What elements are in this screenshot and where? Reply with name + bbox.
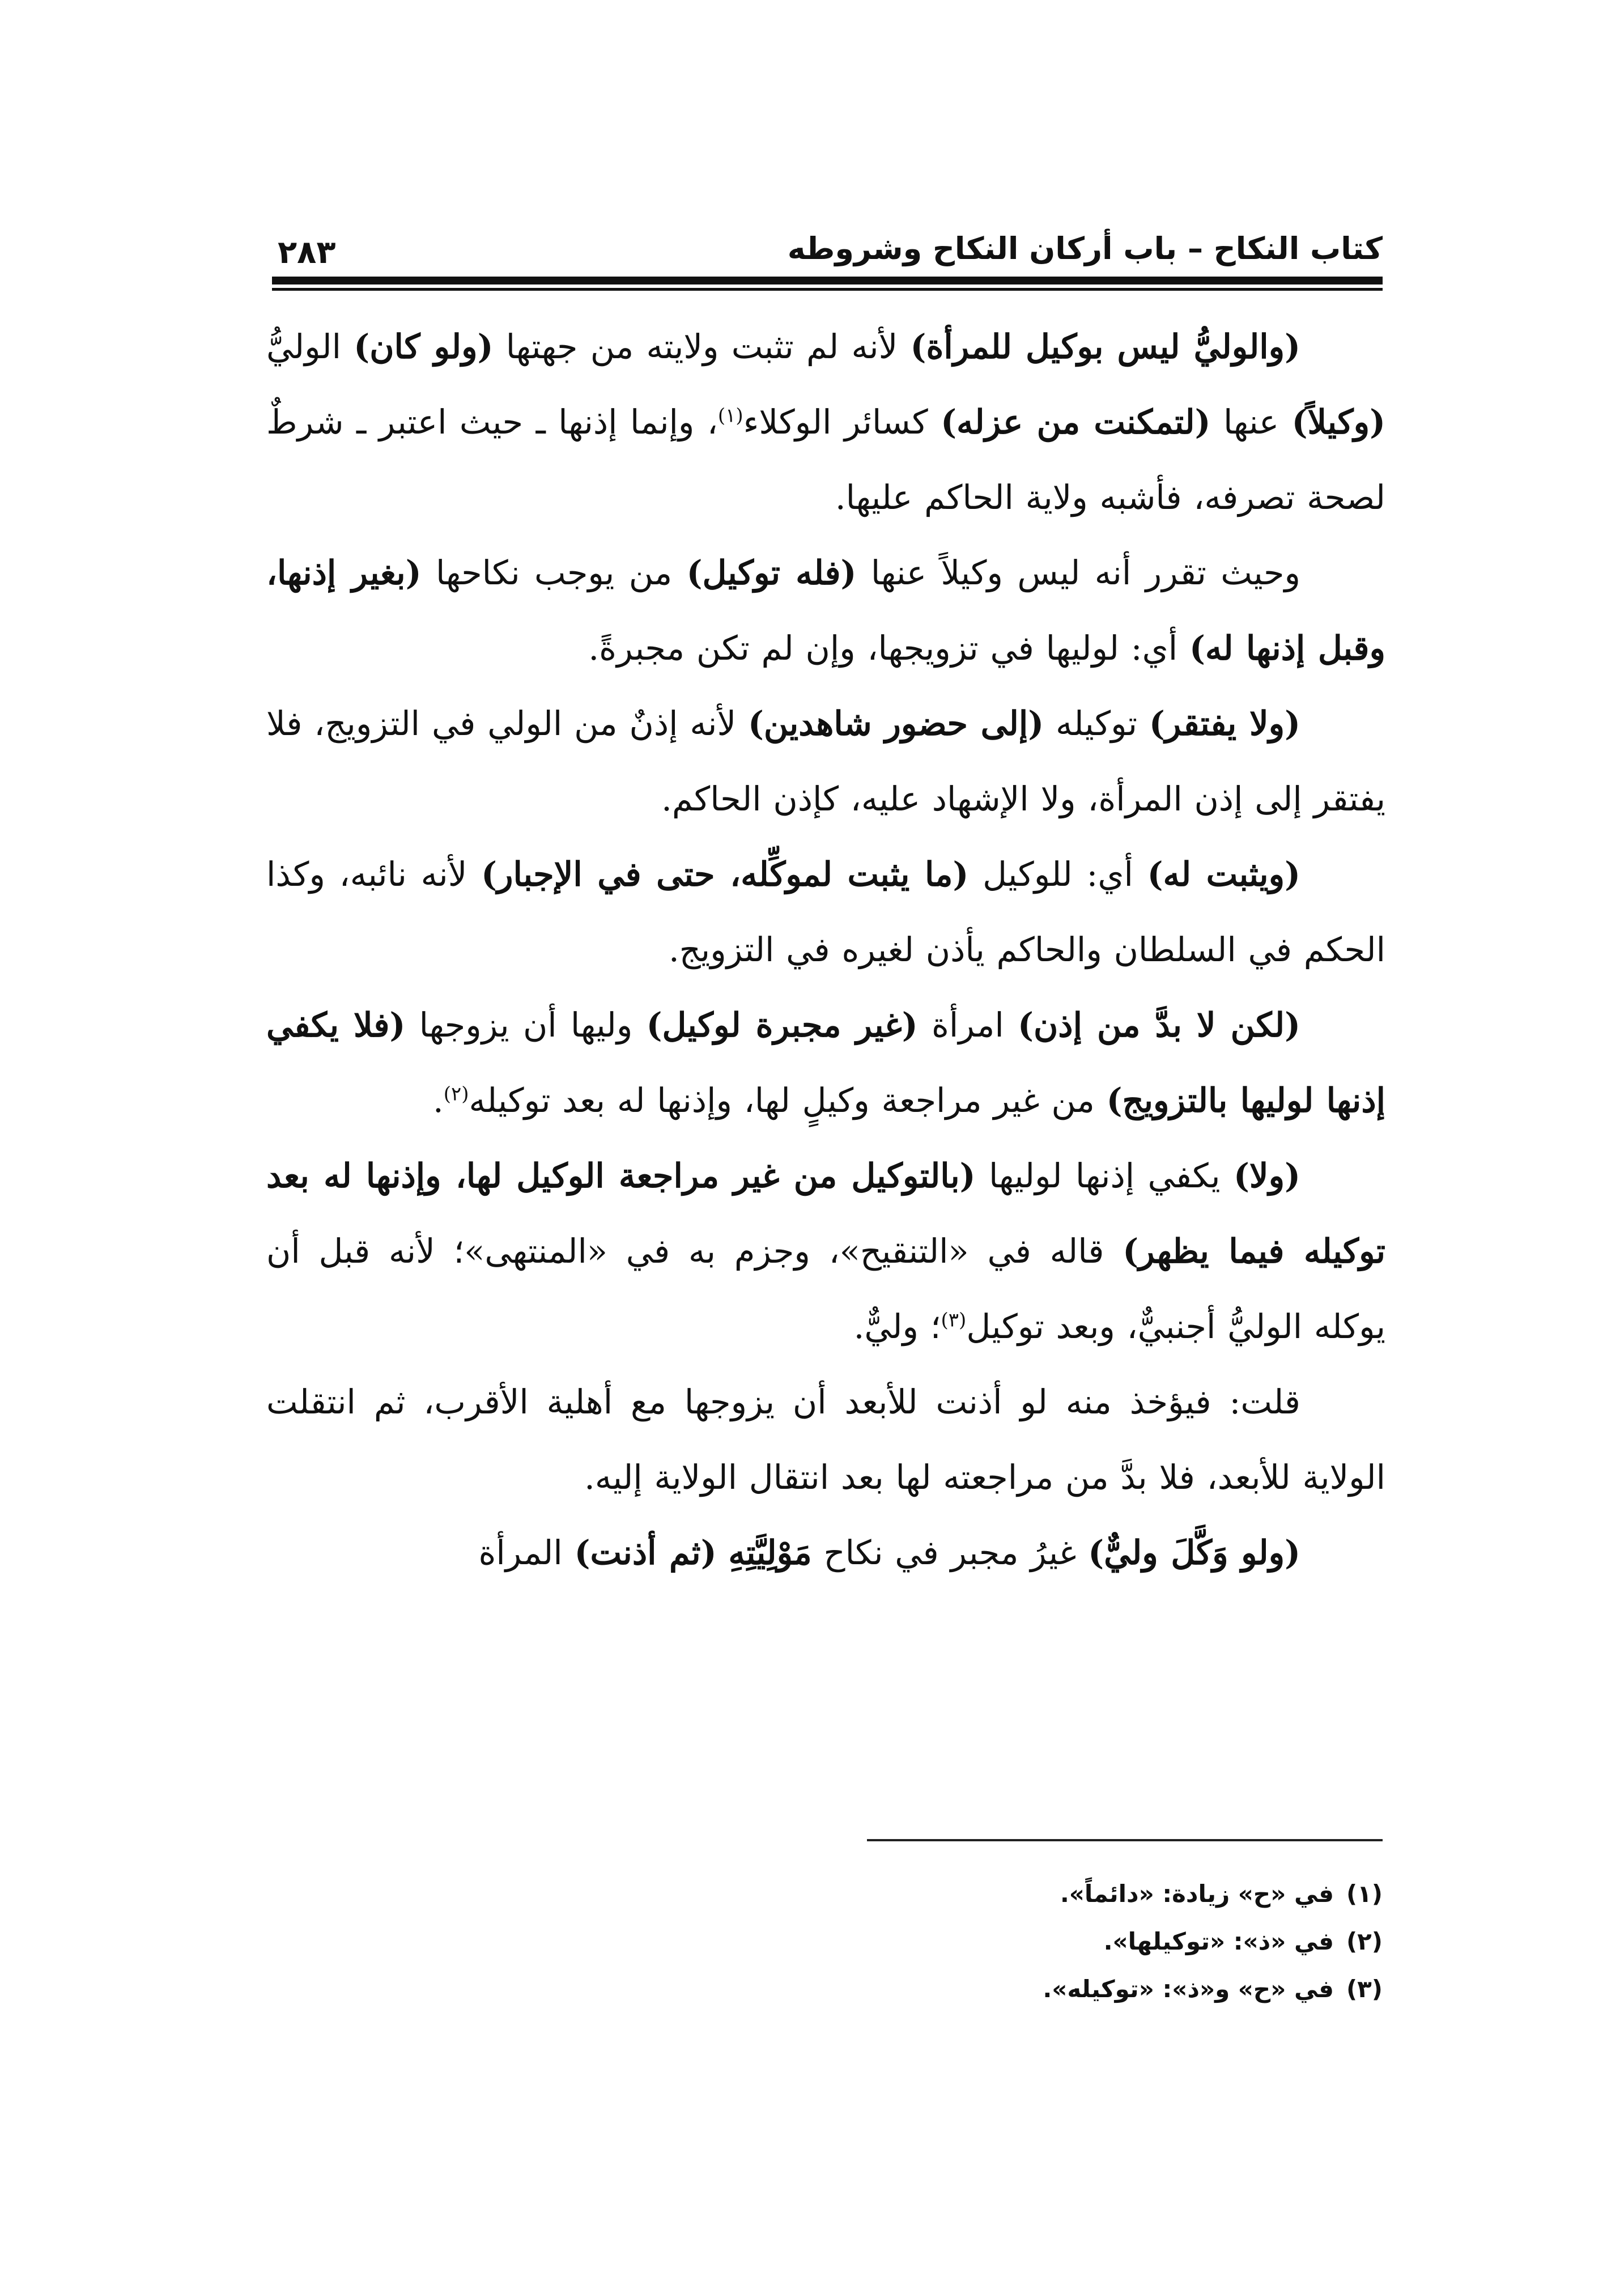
bold-matn-text: مَوْلِيَّتِهِ (728, 1533, 812, 1572)
bold-matn-text: (ما يثبت لموكِّله، حتى في الإجبار) (481, 855, 969, 894)
commentary-text: المرأة (478, 1533, 575, 1572)
footnote-text: في «ح» زيادة: «دائماً». (1060, 1880, 1334, 1908)
paragraph (266, 987, 1385, 1138)
bold-matn-text: (ويثبت له) (1147, 855, 1301, 894)
paragraph (266, 1515, 1385, 1590)
bold-matn-text: (ثم أذنت) (574, 1533, 717, 1572)
commentary-text: كسائر الوكلاء (743, 402, 941, 441)
footnote-number: (٢) (1346, 1927, 1383, 1955)
commentary-text: قاله في «التنقيح»، وجزم به في «المنتهى»؛ لأنه قبل أن يوكله الوليُّ أجنبيٌّ، وبعد توكيل (266, 1232, 1385, 1346)
paragraph (266, 535, 1385, 686)
page-number: ٢٨٣ (278, 234, 336, 271)
commentary-text: ؛ وليٌّ. (853, 1307, 941, 1346)
commentary-text: لأنه لم تثبت ولايته من جهتها (493, 327, 911, 366)
paragraph (266, 1364, 1385, 1515)
bold-matn-text: (بالتوكيل من غير مراجعة الوكيل لها، وإذنها له بعد توكيله فيما يظهر) (266, 1156, 1386, 1271)
paragraph (266, 1138, 1385, 1364)
footnote-marker: (١) (717, 404, 743, 427)
commentary-text: من غير مراجعة وكيلٍ لها، وإذنها له بعد توكيله (469, 1081, 1107, 1120)
commentary-text: ، وإنما إذنها ـ حيث اعتبر ـ شرطٌ لصحة تصرفه، فأشبه ولاية الحاكم عليها. (266, 402, 1385, 517)
commentary-text: لأنه إذنٌ من الولي في التزويج، فلا يفتقر إلى إذن المرأة، ولا الإشهاد عليه، كإذن الحاكم. (266, 704, 1385, 818)
bold-matn-text: (لكن لا بدَّ من إذن) (1018, 1005, 1300, 1044)
footnote (680, 1870, 1383, 1918)
commentary-text (717, 1533, 729, 1572)
commentary-text: وحيث تقرر أنه ليس وكيلاً عنها (856, 553, 1300, 592)
commentary-text: غيرُ مجبر في نكاح (811, 1533, 1089, 1572)
footnote (680, 1965, 1383, 2013)
bold-matn-text: (فلا يكفي إذنها لوليها بالتزويج) (266, 1005, 1385, 1120)
paragraph (266, 836, 1385, 987)
footnote-separator (867, 1839, 1383, 1841)
bold-matn-text: (غير مجبرة لوكيل) (646, 1005, 918, 1044)
commentary-text: يكفي إذنها لوليها (975, 1156, 1234, 1195)
commentary-text: أي: للوكيل (968, 855, 1147, 894)
page-header (272, 204, 1383, 272)
commentary-text: أي: لوليها في تزويجها، وإن لم تكن مجبرةً. (588, 629, 1189, 668)
footnote-number: (٣) (1346, 1975, 1383, 2003)
commentary-text: قلت: فيؤخذ منه لو أذنت للأبعد أن يزوجها مع أهلية الأقرب، ثم انتقلت الولاية للأبعد، فلا بدَّ من مراجعته لها بعد انتقال الولاية إليه. (266, 1382, 1385, 1497)
bold-matn-text: (ولا) (1234, 1156, 1300, 1195)
commentary-text: وليها أن يزوجها (405, 1005, 647, 1044)
bold-matn-text: (فله توكيل) (686, 553, 857, 592)
header-rule (272, 277, 1383, 294)
commentary-text: . (432, 1081, 444, 1120)
commentary-text: الوليُّ (266, 327, 354, 366)
paragraph (266, 309, 1385, 535)
bold-matn-text: (ولا يفتقر) (1149, 704, 1301, 743)
commentary-text: لأنه نائبه، وكذا الحكم في السلطان والحاكم يأذن لغيره في التزويج. (266, 855, 1385, 969)
footnote-text: في «ح» و«ذ»: «توكيله». (1043, 1975, 1334, 2003)
paragraph (266, 686, 1385, 836)
footnote-number: (١) (1346, 1880, 1383, 1908)
commentary-text: امرأة (917, 1005, 1018, 1044)
commentary-text: عنها (1210, 402, 1292, 441)
bold-matn-text: (ولو وَكَّلَ وليٌّ) (1088, 1533, 1300, 1572)
commentary-text: من يوجب نكاحها (421, 553, 687, 592)
footnote-marker: (٢) (443, 1082, 469, 1106)
main-text (266, 309, 1385, 1590)
footnote (680, 1918, 1383, 1965)
running-title: كتاب النكاح – باب أركان النكاح وشروطه (787, 231, 1383, 266)
bold-matn-text: (وكيلاً) (1291, 402, 1385, 441)
footnote-text: في «ذ»: «توكيلها». (1103, 1927, 1334, 1955)
footnote-marker: (٣) (941, 1309, 967, 1332)
bold-matn-text: (إلى حضور شاهدين) (747, 704, 1044, 743)
bold-matn-text: (بغير إذنها، وقبل إذنها له) (266, 553, 1385, 668)
commentary-text: توكيله (1044, 704, 1149, 743)
bold-matn-text: (ولو كان) (354, 327, 494, 366)
footnotes (680, 1870, 1383, 2013)
bold-matn-text: (والوليُّ ليس بوكيل للمرأة) (910, 327, 1300, 366)
bold-matn-text: (لتمكنت من عزله) (941, 402, 1211, 441)
